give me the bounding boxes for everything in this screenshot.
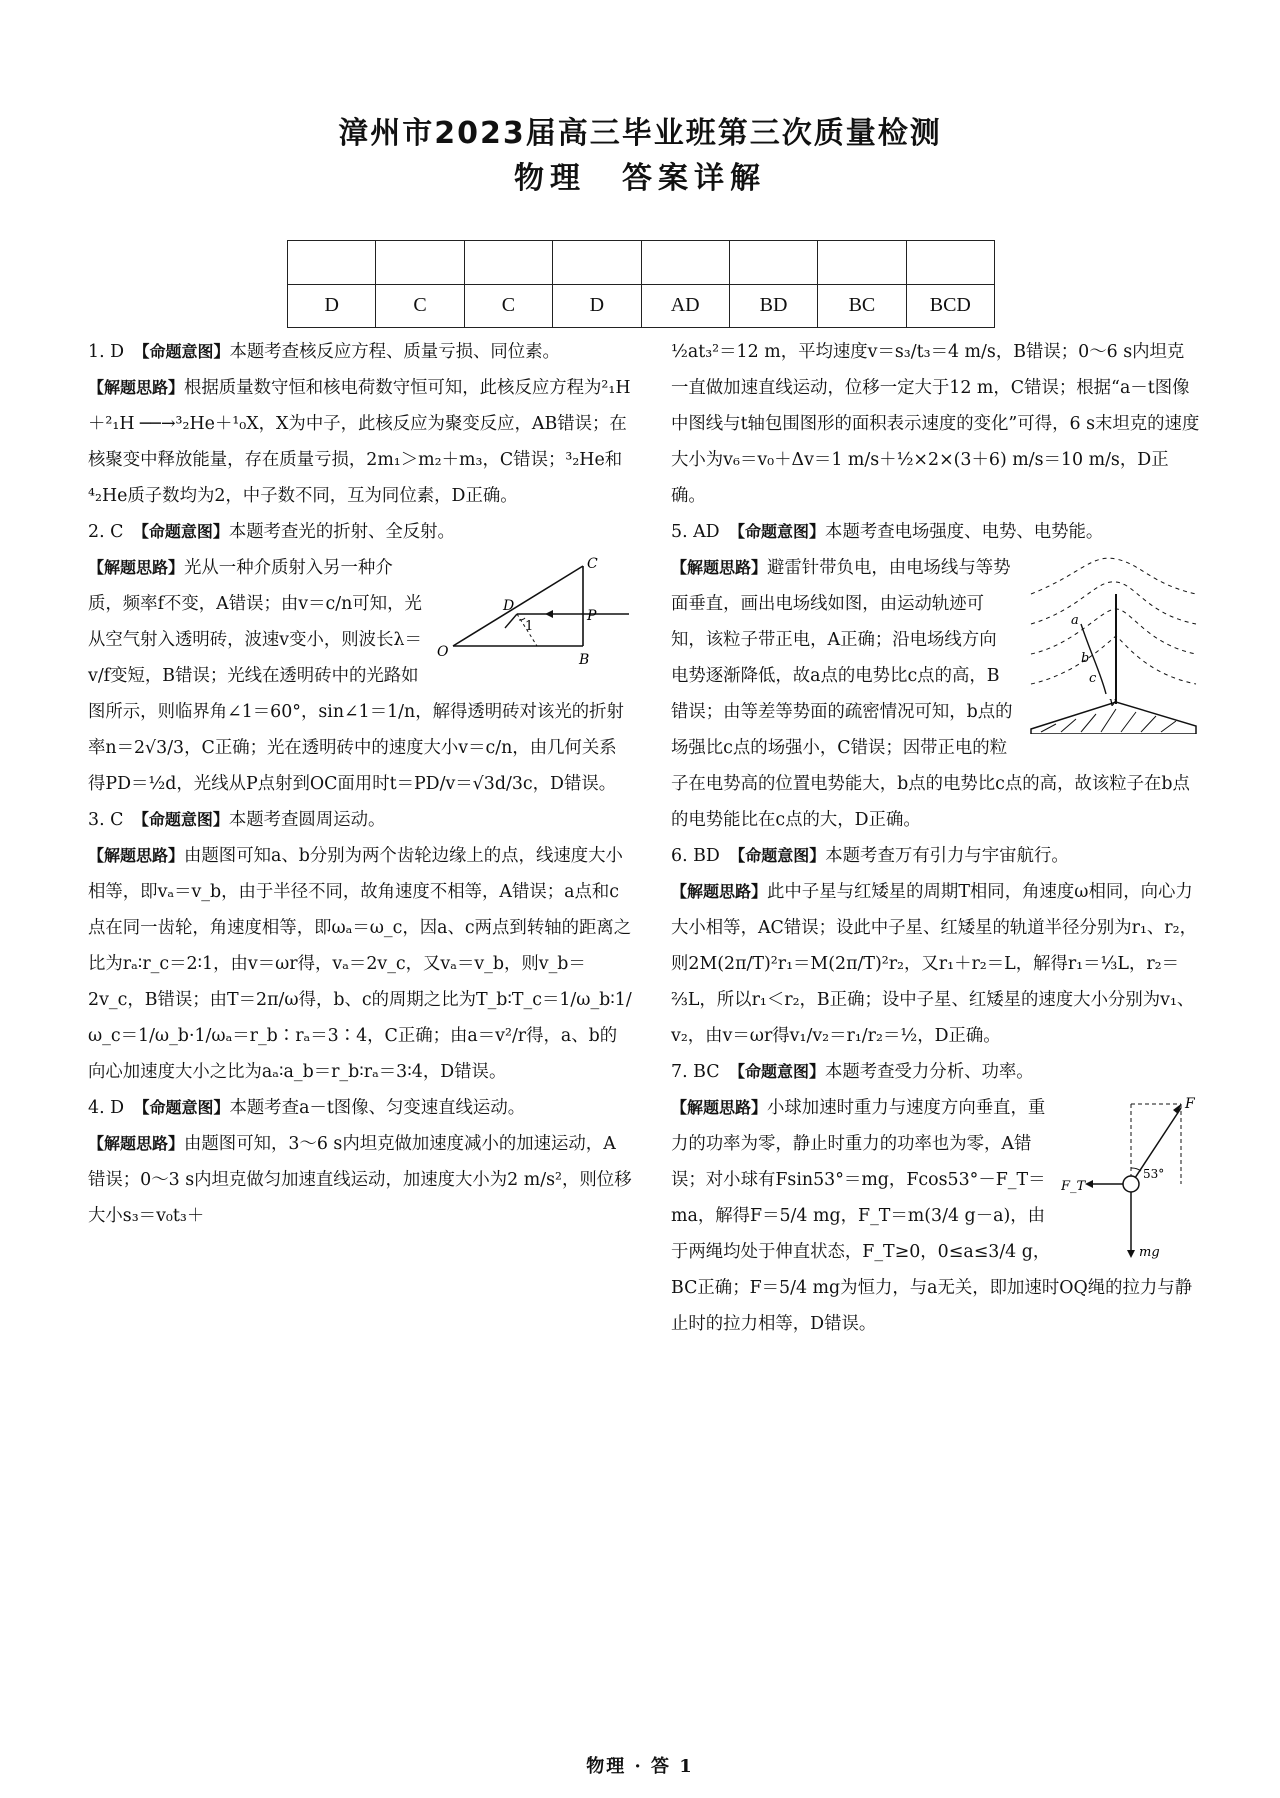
idea-text: 根据质量数守恒和核电荷数守恒可知，此核反应方程为²₁H＋²₁H ──→³₂He＋¹₀X，X为中子，此核反应为聚变反应，AB错误；在核聚变中释放能量，存在质量亏损，2m₁＞m₂＋m₃，C错误；³₂He和⁴₂He质子数均为2，中子数不同，互为同位素，D正确。 (88, 378, 631, 506)
question-5 (671, 514, 1201, 838)
page-subtitle: 物理 答案详解 (514, 161, 766, 196)
intent-tag: 【命题意图】 (140, 810, 229, 829)
left-column (88, 334, 633, 1234)
label-d: D (503, 598, 515, 614)
question-3 (88, 802, 633, 1090)
intent-tag: 【命题意图】 (736, 1062, 825, 1081)
label-p: P (587, 608, 597, 624)
answer-table (287, 240, 995, 328)
label-ft: F_T (1061, 1179, 1086, 1194)
label-f: F (1185, 1096, 1195, 1112)
intent-tag: 【命题意图】 (737, 522, 826, 541)
idea-text: 由题图可知a、b分别为两个齿轮边缘上的点，线速度大小相等，即vₐ＝v_b，由于半径不同，故角速度不相等，A错误；a点和c点在同一齿轮，角速度相等，即ωₐ＝ω_c，因a、c两点到转轴的距离之比为rₐ∶r_c＝2∶1，由v＝ωr得，vₐ＝2v_c，又vₐ＝v_b，则v_b＝2v_c，B错误；由T＝2π/ω得，b、c的周期之比为T_b∶T_c＝1/ω_b∶1/ω_c＝1/ω_b·1/ωₐ＝r_b∶rₐ＝3∶4，C正确；由a＝v²/r得，a、b的向心加速度大小之比为aₐ∶a_b＝r_b∶rₐ＝3∶4，D错误。 (88, 846, 632, 1082)
question-1 (88, 334, 633, 514)
question-4-continued (671, 334, 1201, 514)
question-number: 7. BC (671, 1062, 720, 1082)
answer-cell (464, 241, 552, 285)
answer-cell: C (376, 284, 464, 328)
idea-tag: 【解题思路】 (671, 1098, 768, 1117)
page-title: 漳州市2023届高三毕业班第三次质量检测 (338, 116, 942, 151)
prism-diagram (433, 554, 633, 672)
label-b: B (579, 652, 590, 668)
idea-tag: 【解题思路】 (88, 1134, 185, 1153)
idea-tag: 【解题思路】 (671, 882, 768, 901)
question-number: 1. D (88, 342, 125, 362)
question-number: 4. D (88, 1098, 125, 1118)
answer-cell (553, 241, 641, 285)
answer-cell (729, 241, 817, 285)
question-number: 5. AD (671, 522, 720, 542)
label-c: C (587, 556, 598, 572)
answer-cell (376, 241, 464, 285)
intent-tag: 【命题意图】 (737, 846, 826, 865)
idea-tag: 【解题思路】 (88, 558, 185, 577)
intent-text: 本题考查a－t图像、匀变速直线运动。 (229, 1098, 526, 1118)
lightning-rod-diagram (1021, 554, 1201, 734)
answer-table-row-answers (288, 284, 995, 328)
answer-cell (641, 241, 729, 285)
intent-text: 本题考查电场强度、电势、电势能。 (825, 522, 1104, 542)
question-number: 2. C (88, 522, 124, 542)
answer-cell: D (553, 284, 641, 328)
intent-text: 本题考查光的折射、全反射。 (228, 522, 455, 542)
force-diagram (1061, 1094, 1201, 1264)
label-c: c (1089, 671, 1097, 686)
answer-cell: AD (641, 284, 729, 328)
right-column (671, 334, 1201, 1342)
intent-text: 本题考查万有引力与宇宙航行。 (825, 846, 1069, 866)
label-mg: mg (1139, 1245, 1160, 1260)
answer-cell: D (288, 284, 376, 328)
question-number: 3. C (88, 810, 124, 830)
intent-tag: 【命题意图】 (141, 342, 230, 361)
intent-text: 本题考查圆周运动。 (228, 810, 386, 830)
intent-text: 本题考查受力分析、功率。 (824, 1062, 1034, 1082)
idea-text: ½at₃²＝12 m，平均速度v＝s₃/t₃＝4 m/s，B错误；0～6 s内坦克一直做加速直线运动，位移一定大于12 m，C错误；根据“a－t图像中图线与t轴包围图形的面积表示速度的变化”可得，6 s末坦克的速度大小为v₆＝v₀＋Δv＝1 m/s＋½×2×(3＋6) m/s＝10 m/s，D正确。 (671, 342, 1200, 506)
label-v: v (1109, 695, 1117, 710)
question-7 (671, 1054, 1201, 1342)
intent-tag: 【命题意图】 (141, 1098, 230, 1117)
answer-cell: BC (818, 284, 906, 328)
idea-tag: 【解题思路】 (671, 558, 768, 577)
label-b: b (1081, 651, 1090, 666)
idea-tag: 【解题思路】 (88, 846, 185, 865)
question-6 (671, 838, 1201, 1054)
answer-cell: C (464, 284, 552, 328)
question-number: 6. BD (671, 846, 720, 866)
answer-cell (288, 241, 376, 285)
question-2 (88, 514, 633, 802)
answer-cell: BD (729, 284, 817, 328)
intent-text: 本题考查核反应方程、质量亏损、同位素。 (229, 342, 560, 362)
idea-text: 小球加速时重力与速度方向垂直，重力的功率为零，静止时重力的功率也为零，A错误；对小球有Fsin53°＝mg，Fcos53°－F_T＝ma，解得F＝5/4 mg，F_T＝m(3/4 g－a)，由于两绳均处于伸直状态，F_T≥0，0≤a≤3/4 g，BC正确；F＝5/4 mg为恒力，与a无关，即加速时OQ绳的拉力与静止时的拉力相等，D错误。 (671, 1098, 1193, 1334)
label-angle-1: 1 (525, 619, 534, 634)
label-angle: 53° (1143, 1167, 1165, 1181)
answer-cell (906, 241, 994, 285)
answer-cell: BCD (906, 284, 994, 328)
idea-text: 由题图可知，3～6 s内坦克做加速度减小的加速运动，A错误；0～3 s内坦克做匀加速直线运动，加速度大小为2 m/s²，则位移大小s₃＝v₀t₃＋ (88, 1134, 632, 1226)
label-o: O (437, 644, 449, 660)
page-footer: 物理 · 答 1 (586, 1756, 694, 1777)
answer-table-row-numbers (288, 241, 995, 285)
idea-tag: 【解题思路】 (88, 378, 185, 397)
idea-text: 避雷针带负电，由电场线与等势面垂直，画出电场线如图，由运动轨迹可知，该粒子带正电，A正确；沿电场线方向电势逐渐降低，故a点的电势比c点的高，B错误；由等差等势面的疏密情况可知，b点的场强比c点的场强小，C错误；因带正电的粒子在电势高的位置电势能大，b点的电势比c点的高，故该粒子在b点的电势能比在c点的大，D正确。 (671, 558, 1190, 830)
intent-tag: 【命题意图】 (140, 522, 229, 541)
idea-text: 光从一种介质射入另一种介质，频率f不变，A错误；由v＝c/n可知，光从空气射入透明砖，波速v变小，则波长λ＝v/f变短，B错误；光线在透明砖中的光路如图所示，则临界角∠1＝60°，sin∠1＝1/n，解得透明砖对该光的折射率n＝2√3/3，C正确；光在透明砖中的速度大小v＝c/n，由几何关系得PD＝½d，光线从P点射到OC面用时t＝PD/v＝√3d/3c，D错误。 (88, 558, 624, 794)
answer-cell (818, 241, 906, 285)
question-4 (88, 1090, 633, 1234)
idea-text: 此中子星与红矮星的周期T相同，角速度ω相同，向心力大小相等，AC错误；设此中子星、红矮星的轨道半径分别为r₁、r₂，则2M(2π/T)²r₁＝M(2π/T)²r₂，又r₁＋r₂＝L，解得r₁＝⅓L，r₂＝⅔L，所以r₁＜r₂，B正确；设中子星、红矮星的速度大小分别为v₁、v₂，由v＝ωr得v₁/v₂＝r₁/r₂＝½，D正确。 (671, 882, 1197, 1046)
label-a: a (1071, 613, 1079, 628)
